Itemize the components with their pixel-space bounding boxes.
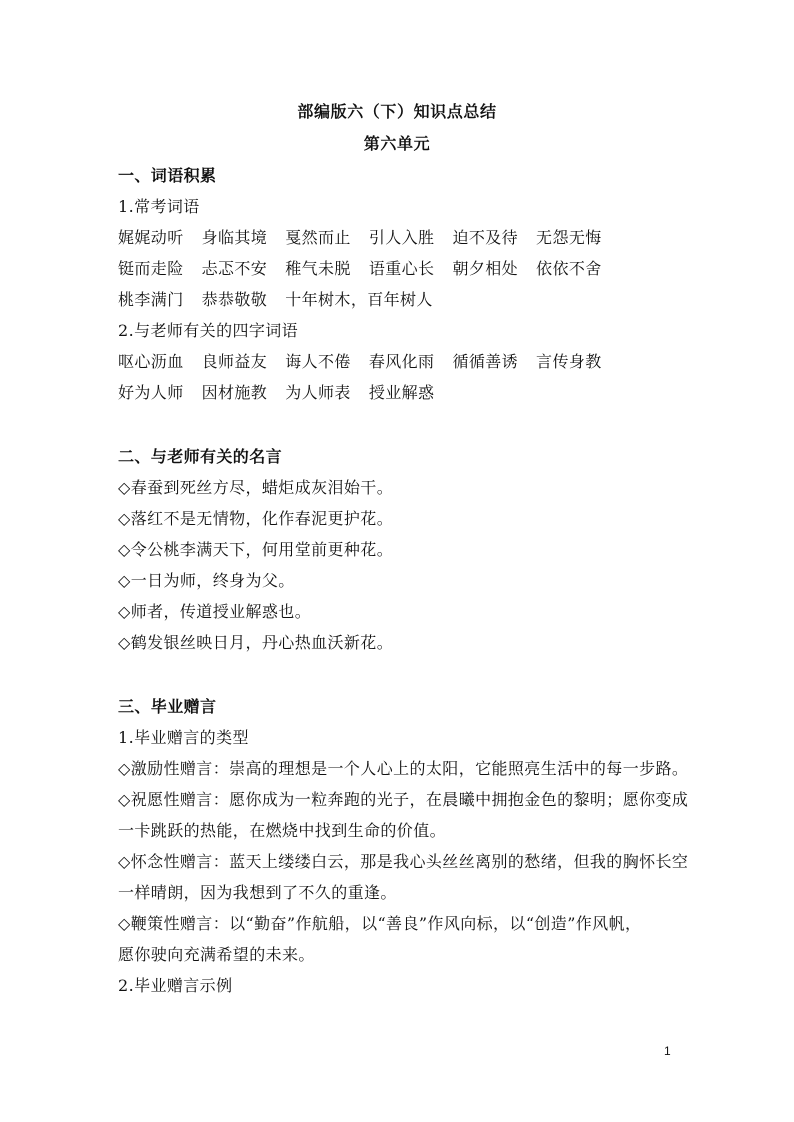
word: 语重心长 <box>368 259 435 278</box>
farewell-line: ◇怀念性赠言：蓝天上缕缕白云，那是我心头丝丝离别的愁绪，但我的胸怀长空 <box>118 852 689 871</box>
quote-item: ◇师者，传道授业解惑也。 <box>118 602 312 621</box>
section-2-heading: 二、与老师有关的名言 <box>118 447 283 466</box>
quote-item: ◇落红不是无情物，化作春泥更护花。 <box>118 509 394 528</box>
word: 好为人师 <box>118 383 184 402</box>
word-row <box>118 227 602 249</box>
section-1-sub-1-label: 1.常考词语 <box>118 197 200 216</box>
farewell-line: 一卡跳跃的热能，在燃烧中找到生命的价值。 <box>118 821 447 840</box>
word: 桃李满门 <box>118 290 184 309</box>
word: 引人入胜 <box>368 228 435 247</box>
word: 循循善诱 <box>452 352 519 371</box>
word: 娓娓动听 <box>118 228 184 247</box>
word: 为人师表 <box>285 383 351 402</box>
word: 依依不舍 <box>536 259 602 278</box>
word: 良师益友 <box>201 352 268 371</box>
word: 铤而走险 <box>118 259 184 278</box>
word: 因材施教 <box>201 383 268 402</box>
section-3-heading: 三、毕业赠言 <box>118 697 217 716</box>
word-row <box>118 258 602 280</box>
quote-item: ◇春蚕到死丝方尽，蜡炬成灰泪始干。 <box>118 478 394 497</box>
word: 忐忑不安 <box>201 259 268 278</box>
word: 恭恭敬敬 <box>201 290 268 309</box>
word: 迫不及待 <box>452 228 519 247</box>
section-1-sub-2-label: 2.与老师有关的四字词语 <box>118 321 299 340</box>
farewell-line: 愿你驶向充满希望的未来。 <box>118 945 315 964</box>
word: 春风化雨 <box>368 352 435 371</box>
word: 诲人不倦 <box>285 352 351 371</box>
section-3-sub-1-label: 1.毕业赠言的类型 <box>118 728 249 747</box>
page-number: 1 <box>664 1044 671 1058</box>
document-title: 部编版六（下）知识点总结 <box>297 102 497 121</box>
section-1-heading: 一、词语积累 <box>118 166 217 185</box>
section-3-sub-2-label: 2.毕业赠言示例 <box>118 976 233 995</box>
word: 朝夕相处 <box>452 259 519 278</box>
word: 身临其境 <box>201 228 268 247</box>
word: 稚气未脱 <box>285 259 351 278</box>
farewell-line: 一样晴朗，因为我想到了不久的重逢。 <box>118 883 397 902</box>
word: 十年树木，百年树人 <box>285 290 433 309</box>
word: 戛然而止 <box>285 228 351 247</box>
word: 言传身教 <box>536 352 602 371</box>
word: 无怨无悔 <box>536 228 602 247</box>
farewell-line: ◇激励性赠言：崇高的理想是一个人心上的太阳，它能照亮生活中的每一步路。 <box>118 759 689 778</box>
quote-item: ◇鹤发银丝映日月，丹心热血沃新花。 <box>118 633 394 652</box>
word-row <box>118 351 602 373</box>
quote-item: ◇一日为师，终身为父。 <box>118 571 295 590</box>
word-row <box>118 289 433 311</box>
farewell-line: ◇鞭策性赠言：以“勤奋”作航船，以“善良”作风向标，以“创造”作风帆， <box>118 914 642 933</box>
word-row <box>118 382 434 404</box>
word: 呕心沥血 <box>118 352 184 371</box>
farewell-line: ◇祝愿性赠言：愿你成为一粒奔跑的光子，在晨曦中拥抱金色的黎明；愿你变成 <box>118 790 689 809</box>
document-subtitle: 第六单元 <box>363 134 431 153</box>
word: 授业解惑 <box>368 383 435 402</box>
quote-item: ◇令公桃李满天下，何用堂前更种花。 <box>118 540 394 559</box>
